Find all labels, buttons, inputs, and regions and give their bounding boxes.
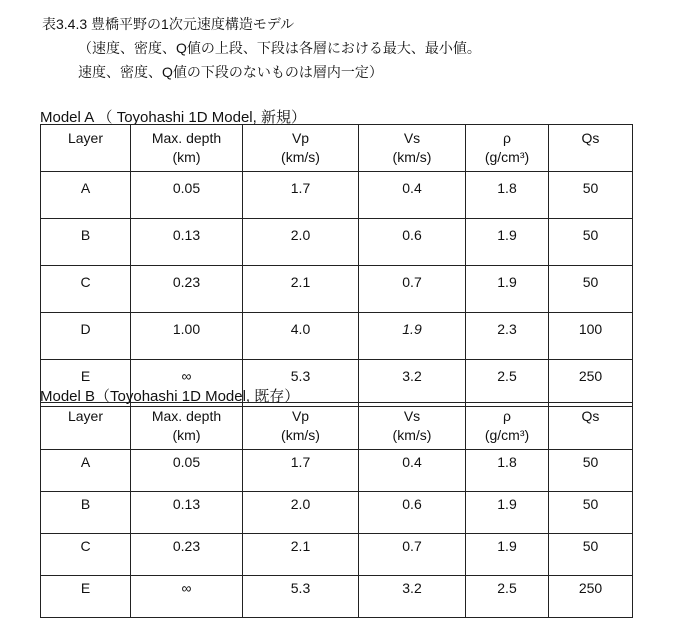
cell-layer: B [41, 492, 131, 534]
header-layer: Layer [41, 125, 131, 172]
cell-layer: E [41, 360, 131, 407]
cell-vp: 1.7 [243, 450, 359, 492]
cell-depth: ∞ [131, 360, 243, 407]
model-b-table [40, 402, 633, 618]
table-row [41, 534, 633, 576]
cell-depth: ∞ [131, 576, 243, 618]
table-row [41, 313, 633, 360]
cell-vp: 4.0 [243, 313, 359, 360]
cell-depth: 0.05 [131, 172, 243, 219]
cell-vp: 5.3 [243, 576, 359, 618]
cell-rho: 2.3 [466, 313, 549, 360]
cell-rho: 1.9 [466, 492, 549, 534]
cell-layer: C [41, 266, 131, 313]
cell-rho: 1.9 [466, 266, 549, 313]
cell-vs: 0.6 [359, 219, 466, 266]
table-row [41, 172, 633, 219]
table-row [41, 266, 633, 313]
header-rho: ρ (g/cm³) [466, 403, 549, 450]
header-vp: Vp (km/s) [243, 125, 359, 172]
cell-vp: 2.0 [243, 492, 359, 534]
model-a-title: Model A （ Toyohashi 1D Model, 新規） [40, 109, 306, 126]
cell-rho: 1.8 [466, 172, 549, 219]
table-row [41, 576, 633, 618]
cell-layer: A [41, 450, 131, 492]
cell-vs: 0.7 [359, 266, 466, 313]
header-rho: ρ (g/cm³) [466, 125, 549, 172]
header-vs: Vs (km/s) [359, 403, 466, 450]
cell-layer: B [41, 219, 131, 266]
cell-depth: 0.13 [131, 492, 243, 534]
cell-vs: 0.6 [359, 492, 466, 534]
cell-depth: 0.05 [131, 450, 243, 492]
cell-vs: 3.2 [359, 576, 466, 618]
cell-qs: 50 [549, 450, 633, 492]
cell-vp: 1.7 [243, 172, 359, 219]
cell-qs: 250 [549, 576, 633, 618]
table-caption: 表3.4.3 豊橋平野の1次元速度構造モデル [42, 16, 295, 32]
cell-vs: 0.4 [359, 172, 466, 219]
cell-qs: 50 [549, 534, 633, 576]
cell-vs: 1.9 [359, 313, 466, 360]
header-vs: Vs (km/s) [359, 125, 466, 172]
table-row [41, 492, 633, 534]
caption-note-line-2: 速度、密度、Q値の下段のないものは層内一定） [78, 64, 383, 80]
cell-vs: 0.4 [359, 450, 466, 492]
cell-rho: 1.9 [466, 219, 549, 266]
cell-qs: 250 [549, 360, 633, 407]
model-b-title: Model B（Toyohashi 1D Model, 既存） [40, 388, 300, 405]
cell-vp: 2.1 [243, 534, 359, 576]
header-qs: Qs [549, 403, 633, 450]
cell-layer: E [41, 576, 131, 618]
cell-vs: 3.2 [359, 360, 466, 407]
cell-depth: 0.23 [131, 266, 243, 313]
caption-note-line-1: （速度、密度、Q値の上段、下段は各層における最大、最小値。 [78, 40, 481, 56]
header-row [41, 125, 633, 172]
cell-rho: 1.9 [466, 534, 549, 576]
table-row [41, 450, 633, 492]
table-row [41, 219, 633, 266]
cell-qs: 50 [549, 219, 633, 266]
cell-vp: 5.3 [243, 360, 359, 407]
header-max-depth: Max. depth (km) [131, 125, 243, 172]
cell-qs: 50 [549, 266, 633, 313]
cell-rho: 1.8 [466, 450, 549, 492]
cell-layer: D [41, 313, 131, 360]
header-vp: Vp (km/s) [243, 403, 359, 450]
cell-depth: 1.00 [131, 313, 243, 360]
cell-vs: 0.7 [359, 534, 466, 576]
header-layer: Layer [41, 403, 131, 450]
cell-vp: 2.0 [243, 219, 359, 266]
cell-depth: 0.13 [131, 219, 243, 266]
cell-layer: C [41, 534, 131, 576]
cell-depth: 0.23 [131, 534, 243, 576]
header-qs: Qs [549, 125, 633, 172]
cell-rho: 2.5 [466, 576, 549, 618]
cell-qs: 50 [549, 492, 633, 534]
header-row [41, 403, 633, 450]
cell-rho: 2.5 [466, 360, 549, 407]
header-max-depth: Max. depth (km) [131, 403, 243, 450]
cell-vp: 2.1 [243, 266, 359, 313]
model-a-table [40, 124, 633, 407]
cell-qs: 50 [549, 172, 633, 219]
cell-qs: 100 [549, 313, 633, 360]
cell-layer: A [41, 172, 131, 219]
